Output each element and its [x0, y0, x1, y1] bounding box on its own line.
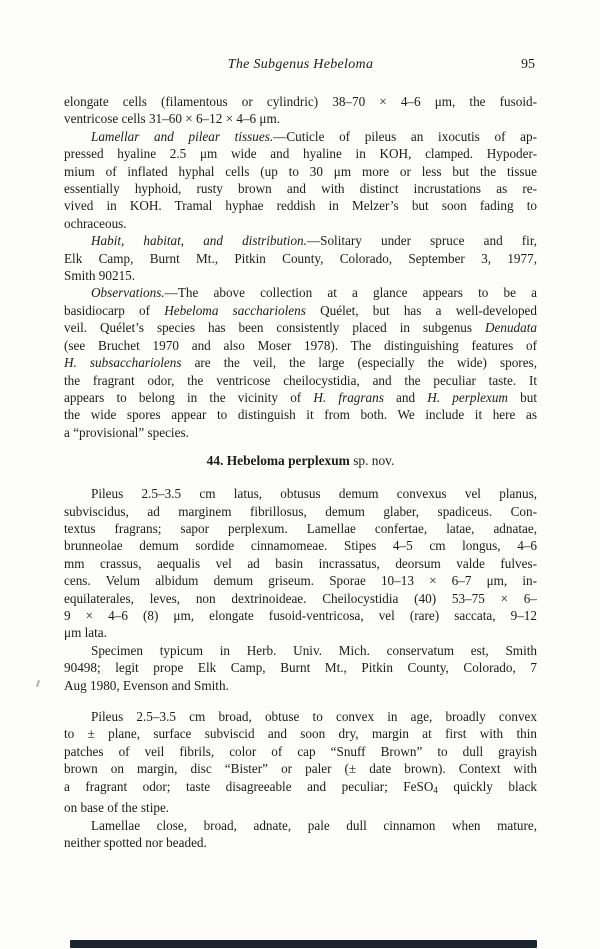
text-segment: veil. Quélet’s species has been consistently placed in subgenus: [64, 320, 485, 336]
text-segment: Quélet, but has a well-developed: [305, 302, 537, 318]
text-segment: 90498; legit prope Elk Camp, Burnt Mt., Pitkin County, Colorado, 7: [64, 660, 537, 676]
page-number: 95: [521, 57, 535, 72]
text-line: [64, 372, 537, 389]
running-title: The Subgenus Hebeloma: [227, 57, 374, 72]
text-line: [64, 424, 537, 441]
text-segment: sp. nov.: [349, 453, 395, 469]
text-line: [64, 799, 537, 816]
text-segment: but: [507, 389, 537, 405]
page-header: [64, 56, 537, 74]
text-segment: H. subsacchariolens: [64, 355, 182, 371]
text-segment: brown on margin, disc “Bister” or paler (± date brown). Context with: [64, 761, 537, 777]
text-line: [64, 743, 537, 760]
text-line: [64, 834, 537, 851]
text-line: [64, 389, 537, 406]
text-segment: Aug 1980, Evenson and Smith.: [64, 677, 229, 693]
text-segment: H. fragrans: [313, 389, 384, 405]
text-segment: Smith 90215.: [64, 268, 136, 284]
scan-edge-bar: [70, 940, 537, 948]
text-line: [64, 503, 537, 520]
text-block: [64, 93, 537, 851]
text-segment: H. perplexum: [427, 389, 508, 405]
text-line: [64, 708, 537, 725]
text-line: [64, 337, 537, 354]
paragraph: [64, 284, 537, 441]
text-segment: mm crassus, aequalis vel ad basin incrassatus, deorsum valde fulves-: [64, 555, 537, 571]
paragraph: [64, 642, 537, 694]
text-line: [64, 145, 537, 162]
text-line: [64, 624, 537, 641]
text-segment: Pileus 2.5–3.5 cm latus, obtusus demum convexus vel planus,: [91, 486, 537, 502]
paragraph: [64, 128, 537, 232]
text-segment: textus fragrans; sapor perplexum. Lamellae confertae, latae, adnatae,: [64, 520, 537, 536]
text-segment: pressed hyaline 2.5 μm wide and hyaline in KOH, clamped. Hypoder-: [64, 146, 537, 162]
text-segment: —The above collection at a glance appears to be a: [164, 285, 537, 301]
text-line: [64, 677, 537, 694]
text-segment: Hebeloma sacchariolens: [164, 302, 306, 318]
text-line: [64, 354, 537, 371]
text-line: [64, 590, 537, 607]
text-segment: μm lata.: [64, 625, 107, 641]
text-segment: the wide spores appear to distinguish it from both. We include it here as: [64, 407, 537, 423]
text-line: [64, 572, 537, 589]
text-line: [64, 319, 537, 336]
text-segment: Elk Camp, Burnt Mt., Pitkin County, Colorado, September 3, 1977,: [64, 250, 537, 266]
paragraph: [64, 708, 537, 817]
text-segment: subviscidus, ad marginem fibrillosus, demum glaber, spadiceus. Con-: [64, 503, 537, 519]
text-segment: —Solitary under spruce and fir,: [306, 233, 537, 249]
text-segment: neither spotted nor beaded.: [64, 835, 207, 851]
text-segment: the fragrant odor, the ventricose cheilocystidia, and the peculiar taste. It: [64, 372, 537, 388]
text-segment: 4: [433, 784, 438, 795]
text-line: [64, 128, 537, 145]
text-line: [64, 642, 537, 659]
text-segment: Habit, habitat, and distribution.: [91, 233, 307, 249]
text-line: [64, 537, 537, 554]
text-segment: essentially hyphoid, rusty brown and with distinct incrustations as re-: [64, 181, 537, 197]
text-line: [64, 250, 537, 267]
text-line: [64, 520, 537, 537]
text-segment: patches of veil fibrils, color of cap “Snuff Brown” to dull grayish: [64, 743, 537, 759]
text-segment: (see Bruchet 1970 and also Moser 1978). The distinguishing features of: [64, 337, 537, 353]
text-segment: mium of inflated hyphal cells (up to 30 μm more or less but the tissue: [64, 163, 537, 179]
scan-speck-mark: [36, 680, 40, 687]
text-line: [64, 760, 537, 777]
text-line: [64, 267, 537, 284]
text-segment: a fragrant odor; taste disagreeable and peculiar; FeSO: [64, 778, 434, 794]
text-line: [64, 197, 537, 214]
text-segment: Pileus 2.5–3.5 cm broad, obtuse to convex in age, broadly convex: [91, 709, 537, 724]
text-segment: Lamellar and pilear tissues.: [91, 128, 274, 144]
text-segment: equilaterales, leves, non dextrinoideae. Cheilocystidia (40) 53–75 × 6–: [64, 590, 537, 606]
text-segment: to ± plane, surface subviscid and soon dry, margin at first with thin: [64, 726, 537, 742]
text-segment: Lamellae close, broad, adnate, pale dull cinnamon when mature,: [91, 817, 537, 833]
text-line: [64, 817, 537, 834]
text-segment: 9 × 4–6 (8) μm, elongate fusoid-ventricosa, vel (rare) saccata, 9–12: [64, 607, 537, 623]
text-segment: basidiocarp of: [64, 302, 165, 318]
paragraph: [64, 485, 537, 642]
paragraph: [64, 93, 537, 128]
text-segment: appears to belong in the vicinity of: [64, 389, 314, 405]
text-line: [64, 302, 537, 319]
text-line: [64, 110, 537, 127]
text-line: [64, 607, 537, 624]
text-segment: are the veil, the large (especially the wide) spores,: [181, 355, 537, 371]
text-segment: Observations.: [91, 285, 165, 301]
text-segment: vived in KOH. Tramal hyphae reddish in Melzer’s but soon fading to: [64, 198, 537, 214]
text-line: [64, 659, 537, 676]
text-line: [64, 284, 537, 301]
text-line: [64, 215, 537, 232]
text-line: [64, 93, 537, 110]
text-line: [64, 485, 537, 502]
text-segment: quickly black: [437, 778, 537, 794]
text-segment: —Cuticle of pileus an ixocutis of ap-: [273, 128, 537, 144]
text-segment: Specimen typicum in Herb. Univ. Mich. conservatum est, Smith: [91, 642, 537, 658]
paragraph: [64, 817, 537, 852]
text-line: [64, 555, 537, 572]
text-segment: a “provisional” species.: [64, 424, 189, 440]
text-line: [64, 163, 537, 180]
text-segment: elongate cells (filamentous or cylindric) 38–70 × 4–6 μm, the fusoid-: [64, 94, 537, 109]
text-line: [64, 778, 537, 800]
text-segment: ventricose cells 31–60 × 6–12 × 4–6 μm.: [64, 111, 281, 127]
text-segment: 44. Hebeloma perplexum: [206, 453, 350, 469]
paragraph: [64, 232, 537, 284]
text-line: [64, 725, 537, 742]
text-segment: on base of the stipe.: [64, 800, 170, 816]
text-segment: ochraceous.: [64, 215, 127, 231]
text-segment: Denudata: [484, 320, 537, 336]
text-segment: brunneolae demum sordide cinnamomeae. Stipes 4–5 cm longus, 4–6: [64, 538, 537, 554]
text-line: [64, 180, 537, 197]
text-segment: cens. Velum albidum demum griseum. Sporae 10–13 × 6–7 μm, in-: [64, 573, 537, 589]
text-line: [64, 232, 537, 249]
species-heading: [64, 452, 537, 470]
text-line: [64, 406, 537, 423]
text-segment: and: [383, 389, 428, 405]
